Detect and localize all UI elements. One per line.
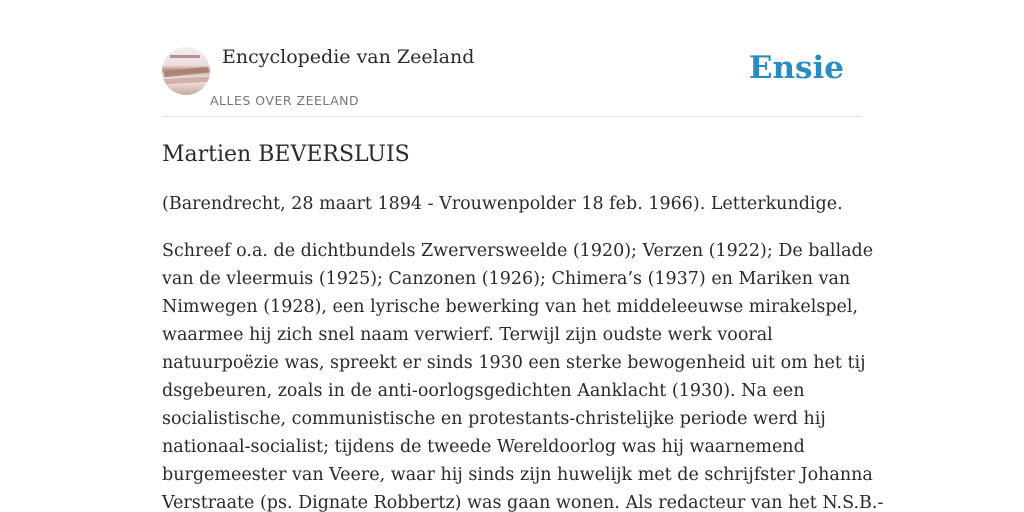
body-line: natuurpoëzie was, spreekt er sinds 1930 een sterke bewogenheid uit om het tij [162, 353, 866, 373]
article-body [162, 237, 884, 512]
body-line: Schreef o.a. de dichtbundels Zwerversweelde (1920); Verzen (1922); De ballade [162, 241, 874, 261]
site-header [162, 0, 862, 117]
article-intro: (Barendrecht, 28 maart 1894 - Vrouwenpolder 18 feb. 1966). Letterkundige. [162, 194, 843, 214]
body-line: nationaal-socialist; tijdens de tweede Wereldoorlog was hij waarnemend [162, 437, 805, 457]
site-tagline: ALLES OVER ZEELAND [210, 93, 360, 108]
body-line: waarmee hij zich snel naam verwierf. Terwijl zijn oudste werk vooral [162, 325, 773, 345]
avatar-book-lower [162, 77, 210, 85]
ensie-brand-link[interactable]: Ensie [748, 50, 844, 86]
avatar-stripe [170, 55, 200, 58]
article [162, 138, 884, 512]
site-title[interactable]: Encyclopedie van Zeeland [222, 46, 475, 68]
body-line: Verstraate (ps. Dignate Robbertz) was gaan wonen. Als redacteur van het N.S.B.- [162, 493, 884, 512]
body-line: burgemeester van Veere, waar hij sinds zijn huwelijk met de schrijfster Johanna [162, 465, 873, 485]
body-line: van de vleermuis (1925); Canzonen (1926); Chimera’s (1937) en Mariken van [162, 269, 851, 289]
body-line: socialistische, communistische en protestants-christelijke periode werd hij [162, 409, 826, 429]
body-line: dsgebeuren, zoals in de anti-oorlogsgedichten Aanklacht (1930). Na een [162, 381, 805, 401]
article-title: Martien BEVERSLUIS [162, 142, 410, 167]
avatar-book [164, 67, 208, 78]
site-logo-avatar[interactable] [162, 47, 210, 95]
body-line: Nimwegen (1928), een lyrische bewerking van het middeleeuwse mirakelspel, [162, 297, 859, 317]
